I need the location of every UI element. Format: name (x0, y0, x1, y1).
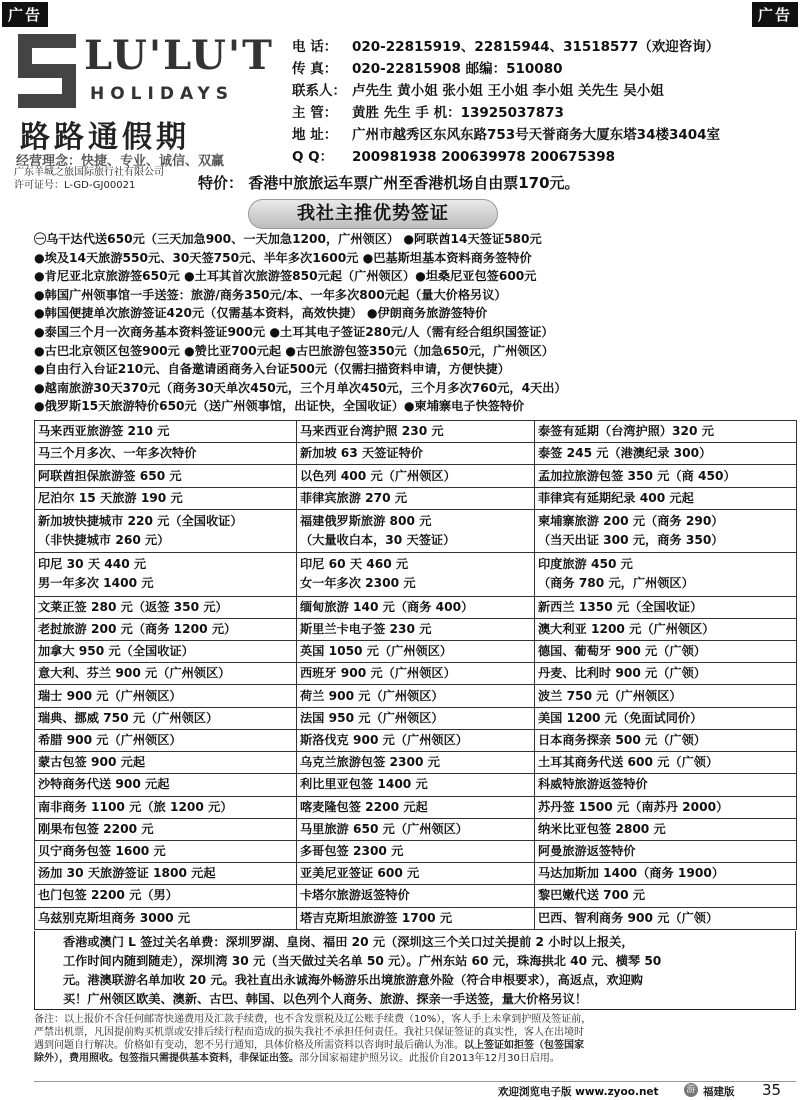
table-row (35, 596, 797, 618)
cell-line: 多哥包签 2300 元 (300, 844, 404, 859)
table-row (35, 618, 797, 640)
company-info (14, 166, 164, 192)
cell-line: 蒙古包签 900 元起 (38, 755, 146, 770)
note-line: 工作时间内随到随走），深圳湾 30 元（当天做过关名单 50 元）。广州东站 60 元，珠海拱北 40 元、横琴 50 (63, 954, 662, 968)
cell-line: 亚美尼亚签证 600 元 (300, 866, 420, 881)
logo-s-icon (18, 34, 76, 108)
fine-text: 遇到问题自行解决。价格如有变动，恕不另行通知，具体价格及所需资料以咨询时最后确认为准。 (34, 1040, 464, 1051)
table-row (35, 885, 797, 907)
table-cell (297, 729, 535, 751)
table-cell (297, 774, 535, 796)
fine-bold: 以上签证如拒签（包签国家 (464, 1040, 584, 1051)
cell-line: 菲律宾旅游 270 元 (300, 490, 408, 505)
table-cell (35, 596, 297, 618)
company-name: 广东羊城之旅国际旅行社有限公司 (14, 167, 164, 178)
cell-line: 印度旅游 450 元 (538, 557, 633, 572)
table-cell (297, 465, 535, 487)
section-banner: 我社主推优势签证 (248, 199, 498, 229)
cell-line: 波兰 750 元（广州领区） (538, 688, 682, 703)
cell-line: 印尼 60 天 460 元 (300, 557, 409, 572)
list-item: ●肯尼亚北京旅游签650元 ●土耳其首次旅游签850元起（广州领区）●坦桑尼亚包签600元 (34, 269, 537, 284)
cell-line: 巴西、智利商务 900 元（广领） (538, 910, 719, 925)
cell-line: 丹麦、比利时 900 元（广领） (538, 666, 706, 681)
cell-line: 泰签 245 元（港澳纪录 300） (538, 446, 712, 461)
note-line: 元。港澳联游名单加收 20 元。我社直出永诚海外畅游乐出境旅游意外险（符合申根要求），高返点，欢迎购 (63, 973, 643, 987)
list-item: ●埃及14天旅游550元、30天签750元、半年多次1600元 ●巴基斯坦基本资料商务签特价 (34, 250, 532, 265)
table-cell (535, 863, 797, 885)
table-cell (35, 907, 297, 929)
cell-line: 老挝旅游 200 元（商务 1200 元） (38, 621, 237, 636)
cell-line: 马三个月多次、一年多次特价 (38, 446, 197, 461)
cell-line: 瑞典、挪威 750 元（广州领区） (38, 710, 219, 725)
table-cell (297, 421, 535, 443)
cell-line: 也门包签 2200 元（男） (38, 888, 178, 903)
table-row (35, 443, 797, 465)
cell-line: 利比里亚包签 1400 元 (300, 777, 428, 792)
table-cell (535, 685, 797, 707)
table-cell (35, 818, 297, 840)
list-item: ●韩国广州领事馆一手送签：旅游/商务350元/本、一年多次800元起（量大价格另议） (34, 287, 507, 302)
cell-line: 贝宁商务包签 1600 元 (38, 844, 166, 859)
fine-line: 备注：以上报价不含任何邮寄快递费用及汇款手续费，也不含发票税及辽公账手续费（10%），客人手上未拿到护照及签证前， (34, 1014, 592, 1025)
cell-line: 意大利、芬兰 900 元（广州领区） (38, 666, 231, 681)
cell-line: 以色列 400 元（广州领区） (300, 468, 456, 483)
table-cell (297, 618, 535, 640)
ad-label-left: 广告 (2, 2, 48, 27)
contact-qq (292, 146, 792, 168)
list-item: ●古巴北京领区包签900元 ●赞比亚700元起 ●古巴旅游包签350元（加急650元，广州领区） (34, 343, 554, 358)
license-number: 许可证号：L-GD-GJ00021 (14, 180, 136, 191)
table-cell (35, 443, 297, 465)
hk-macau-notes (34, 931, 796, 1010)
cell-line: 澳大利亚 1200 元（广州领区） (538, 621, 715, 636)
cell-line: 马里旅游 650 元（广州领区） (300, 821, 468, 836)
table-row (35, 421, 797, 443)
contact-block (292, 36, 792, 168)
visa-price-table-body (35, 421, 797, 930)
cell-line: 柬埔寨旅游 200 元（商务 290） (538, 514, 724, 529)
cell-line: 黎巴嫩代送 700 元 (538, 888, 646, 903)
table-cell (297, 443, 535, 465)
logo-chinese-name: 路路通假期 (20, 120, 190, 155)
contact-label: 地 址： (292, 127, 338, 143)
note-line: 买！广州领区欧美、澳新、古巴、韩国、以色列个人商务、旅游、探亲一手送签，量大价格另议！ (63, 992, 588, 1006)
company-logo (14, 28, 274, 178)
list-item: ●俄罗斯15天旅游特价650元（送广州领事馆，出证快，全国收证）●柬埔寨电子快签特价 (34, 399, 525, 414)
table-row (35, 752, 797, 774)
cell-line: 新加坡 63 天签证特价 (300, 446, 423, 461)
cell-line: 马达加斯加 1400（商务 1900） (538, 866, 725, 881)
cell-line: 乌克兰旅游包签 2300 元 (300, 755, 440, 770)
table-cell (35, 487, 297, 509)
cell-line: （当天出证 300 元，商务 350） (538, 533, 724, 548)
table-cell (297, 685, 535, 707)
table-cell (297, 707, 535, 729)
cell-line: 福建俄罗斯旅游 800 元 (300, 514, 432, 529)
fine-print (34, 1013, 796, 1065)
table-cell (35, 707, 297, 729)
cell-line: （大量收白本，30 天签证） (300, 533, 456, 548)
footer-divider (34, 1081, 796, 1082)
cell-line: 希腊 900 元（广州领区） (38, 732, 182, 747)
table-row (35, 796, 797, 818)
table-cell (297, 663, 535, 685)
cell-line: 阿联酋担保旅游签 650 元 (38, 468, 182, 483)
list-item: ●自由行入台证210元、自备邀请函商务入台证500元（仅需扫描资料申请，方便快捷） (34, 362, 510, 377)
table-row (35, 840, 797, 862)
table-cell (35, 465, 297, 487)
list-item: ㊀乌干达代送650元（三天加急900、一天加急1200，广州领区） ●阿联酋14天签证580元 (34, 232, 542, 246)
cell-line: 马来西亚台湾护照 230 元 (300, 424, 444, 439)
table-cell (535, 443, 797, 465)
cell-line: 缅甸旅游 140 元（商务 400） (300, 599, 474, 614)
table-cell (535, 487, 797, 509)
table-cell (535, 907, 797, 929)
table-cell (35, 729, 297, 751)
cell-line: 荷兰 900 元（广州领区） (300, 688, 444, 703)
contact-label: 主 管： (292, 105, 338, 121)
table-cell (35, 618, 297, 640)
table-cell (535, 818, 797, 840)
cell-line: 印尼 30 天 440 元 (38, 557, 147, 572)
table-cell (297, 509, 535, 552)
table-row (35, 553, 797, 596)
table-row (35, 818, 797, 840)
page-number: 35 (762, 1081, 782, 1099)
table-cell (297, 885, 535, 907)
table-cell (535, 796, 797, 818)
cell-line: 女一年多次 2300 元 (300, 576, 416, 591)
cell-line: （商务 780 元，广州领区） (538, 576, 694, 591)
contact-label: 联系人： (292, 83, 346, 99)
cell-line: 塔吉克斯坦旅游签 1700 元 (300, 910, 453, 925)
table-row (35, 907, 797, 929)
cell-line: 孟加拉旅游包签 350 元（商 450） (538, 468, 736, 483)
cell-line: 阿曼旅游返签特价 (538, 844, 636, 859)
cell-line: 土耳其商务代送 600 元（广领） (538, 755, 719, 770)
cell-line: 男一年多次 1400 元 (38, 576, 154, 591)
cell-line: 喀麦隆包签 2200 元起 (300, 799, 428, 814)
table-cell (297, 752, 535, 774)
table-cell (297, 640, 535, 662)
contact-persons (292, 80, 792, 102)
table-cell (35, 685, 297, 707)
cell-line: 新西兰 1350 元（全国收证） (538, 599, 703, 614)
cell-line: 德国、葡萄牙 900 元（广领） (538, 644, 706, 659)
table-row (35, 729, 797, 751)
cell-line: （非快捷城市 260 元） (38, 533, 170, 548)
table-cell (35, 863, 297, 885)
table-cell (535, 596, 797, 618)
cell-line: 西班牙 900 元（广州领区） (300, 666, 456, 681)
table-cell (535, 729, 797, 751)
table-row (35, 509, 797, 552)
contact-label: Q Q： (292, 149, 334, 165)
logo-name: LU'LU'T (84, 32, 274, 79)
table-row (35, 707, 797, 729)
cell-line: 纳米比亚包签 2800 元 (538, 821, 666, 836)
contact-label: 传 真： (292, 61, 338, 77)
table-cell (35, 885, 297, 907)
cell-line: 斯里兰卡电子签 230 元 (300, 621, 432, 636)
table-cell (35, 640, 297, 662)
table-row (35, 863, 797, 885)
table-row (35, 774, 797, 796)
cell-line: 南非商务 1100 元（旅 1200 元） (38, 799, 233, 814)
cell-line: 菲律宾有延期纪录 400 元起 (538, 490, 694, 505)
cell-line: 马来西亚旅游签 210 元 (38, 424, 170, 439)
table-row (35, 640, 797, 662)
list-item: ●泰国三个月一次商务基本资料签证900元 ●土耳其电子签证280元/人（需有经合组织国签证） (34, 324, 554, 339)
cell-line: 法国 950 元（广州领区） (300, 710, 444, 725)
fine-line (34, 1039, 796, 1052)
contact-value: 020-22815919、22815944、31518577（欢迎咨询） (352, 39, 720, 55)
cell-line: 美国 1200 元（免面试同价） (538, 710, 703, 725)
cell-line: 日本商务探亲 500 元（广领） (538, 732, 706, 747)
table-cell (535, 640, 797, 662)
fine-line: 严禁出机票，凡因提前购买机票或安排后续行程而造成的损失我社不承担任何责任。我社只保证签证的真实性，客人在出境时 (34, 1027, 584, 1038)
cell-line: 汤加 30 天旅游签证 1800 元起 (38, 866, 216, 881)
cell-line: 卡塔尔旅游返签特价 (300, 888, 410, 903)
contact-fax (292, 58, 792, 80)
note-line: 香港或澳门 L 签过关名单费：深圳罗湖、皇岗、福田 20 元（深圳这三个关口过关提前 2 小时以上报关， (63, 935, 634, 949)
table-cell (35, 752, 297, 774)
table-row (35, 685, 797, 707)
table-cell (297, 596, 535, 618)
cell-line: 斯洛伐克 900 元（广州领区） (300, 732, 468, 747)
table-cell (297, 907, 535, 929)
business-motto: 经营理念：快捷、专业、诚信、双赢 (16, 154, 225, 169)
table-cell (297, 818, 535, 840)
table-cell (535, 421, 797, 443)
table-cell (35, 553, 297, 596)
fine-text: 部分国家福建护照另议。此报价自2013年12月30日启用。 (299, 1053, 560, 1064)
cell-line: 加拿大 950 元（全国收证） (38, 644, 194, 659)
contact-value: 020-22815908 邮编：510080 (352, 61, 563, 77)
table-cell (535, 465, 797, 487)
table-cell (535, 509, 797, 552)
contact-label: 电 话： (292, 39, 338, 55)
table-cell (35, 509, 297, 552)
cell-line: 新加坡快捷城市 220 元（全国收证） (38, 514, 243, 529)
table-cell (35, 663, 297, 685)
contact-value: 200981938 200639978 200675398 (352, 149, 616, 165)
list-item: ●韩国便捷单次旅游签证420元（仅需基本资料，高效快捷） ●伊朗商务旅游签特价 (34, 306, 488, 321)
table-cell (535, 663, 797, 685)
table-cell (297, 553, 535, 596)
list-item: ●越南旅游30天370元（商务30天单次450元，三个月单次450元，三个月多次760元，4天出） (34, 380, 567, 395)
cell-line: 泰签有延期（台湾护照）320 元 (538, 424, 714, 439)
contact-address (292, 124, 792, 146)
table-cell (35, 840, 297, 862)
footer-url[interactable]: 欢迎浏览电子版 www.zyoo.net (498, 1086, 659, 1098)
table-cell (297, 840, 535, 862)
table-cell (35, 796, 297, 818)
logo-holidays: HOLIDAYS (90, 84, 235, 104)
table-row (35, 465, 797, 487)
table-cell (535, 707, 797, 729)
cell-line: 科威特旅游返签特价 (538, 777, 648, 792)
featured-visa-list (34, 230, 784, 416)
table-cell (297, 487, 535, 509)
contact-value: 黄胜 先生 手 机：13925037873 (352, 105, 564, 121)
contact-value: 广州市越秀区东风东路753号天誉商务大厦东塔34楼3404室 (352, 127, 721, 143)
table-cell (535, 774, 797, 796)
cell-line: 尼泊尔 15 天旅游 190 元 (38, 490, 183, 505)
contact-phone (292, 36, 792, 58)
cell-line: 苏丹签 1500 元（南苏丹 2000） (538, 799, 729, 814)
table-cell (35, 421, 297, 443)
cell-line: 刚果布包签 2200 元 (38, 821, 154, 836)
table-cell (35, 774, 297, 796)
contact-manager (292, 102, 792, 124)
cell-line: 乌兹别克斯坦商务 3000 元 (38, 910, 191, 925)
cell-line: 英国 1050 元（广州领区） (300, 644, 453, 659)
special-offer: 特价： 香港中旅旅运车票广州至香港机场自由票170元。 (198, 174, 580, 192)
edition-label: 福建版 (703, 1086, 735, 1098)
cell-line: 瑞士 900 元（广州领区） (38, 688, 182, 703)
table-cell (297, 796, 535, 818)
fine-bold: 除外），费用照收。包签指只需提供基本资料，非保证出签。 (34, 1053, 299, 1064)
page-footer (0, 1081, 800, 1100)
table-cell (535, 840, 797, 862)
table-cell (297, 863, 535, 885)
table-row (35, 663, 797, 685)
contact-value: 卢先生 黄小姐 张小姐 王小姐 李小姐 关先生 吴小姐 (352, 83, 664, 99)
table-cell (535, 885, 797, 907)
cell-line: 沙特商务代送 900 元起 (38, 777, 170, 792)
edition-badge-icon: 游 (684, 1083, 698, 1097)
table-cell (535, 618, 797, 640)
table-cell (535, 553, 797, 596)
fine-line (34, 1052, 796, 1065)
table-row (35, 487, 797, 509)
cell-line: 文莱正签 280 元（返签 350 元） (38, 599, 228, 614)
table-cell (535, 752, 797, 774)
ad-label-right: 广告 (752, 2, 798, 27)
visa-price-table (34, 420, 797, 930)
